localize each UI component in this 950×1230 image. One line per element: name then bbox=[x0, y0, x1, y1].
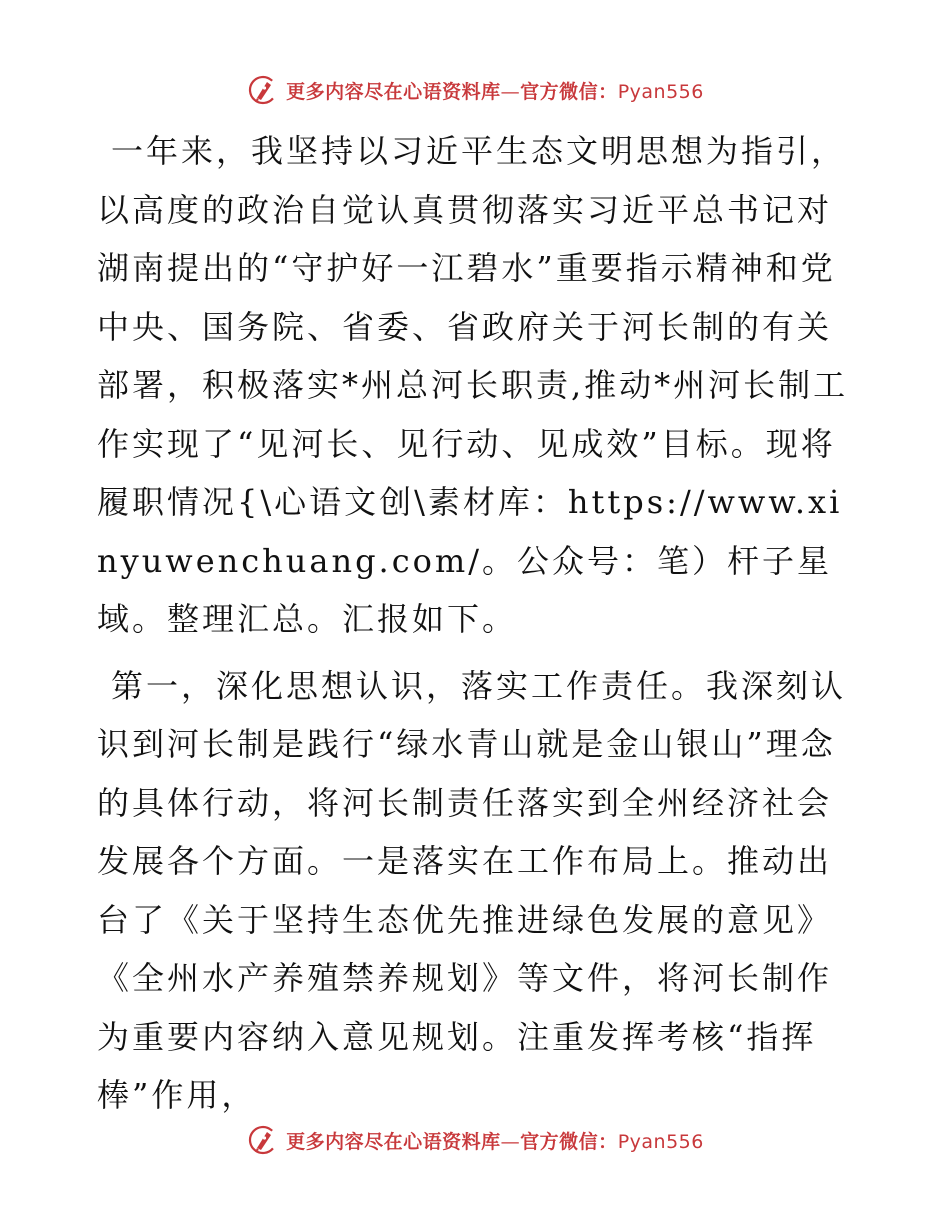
footer-text bbox=[286, 1127, 704, 1154]
header-separator: — bbox=[500, 80, 521, 103]
header-wechat-id: Pyan556 bbox=[617, 80, 704, 103]
footer-site-name: 更多内容尽在心语资料库 bbox=[286, 1130, 501, 1153]
footer-banner bbox=[246, 1123, 704, 1157]
header-banner bbox=[246, 73, 704, 107]
page-footer bbox=[0, 1120, 950, 1160]
pen-nib-logo-icon bbox=[246, 1123, 280, 1157]
header-text bbox=[286, 77, 704, 104]
pen-nib-logo-icon bbox=[246, 73, 280, 107]
document-body bbox=[97, 122, 857, 1125]
paragraph-intro: 一年来，我坚持以习近平生态文明思想为指引，以高度的政治自觉认真贯彻落实习近平总书记对湖南提出的“守护好一江碧水”重要指示精神和党中央、国务院、省委、省政府关于河长制的有关部署，积极落实*州总河长职责,推动*州河长制工作实现了“见河长、见行动、见成效”目标。现将履职情况{\心语文创\素材库：https://www.xinyuwenchuang.com/。公众号：笔）杆子星域。整理汇总。汇报如下。 bbox=[97, 132, 849, 638]
header-site-name: 更多内容尽在心语资料库 bbox=[286, 80, 501, 103]
footer-wechat-label: 官方微信： bbox=[520, 1130, 618, 1153]
paragraph-first-point: 第一，深化思想认识，落实工作责任。我深刻认识到河长制是践行“绿水青山就是金山银山”理念的具体行动，将河长制责任落实到全州经济社会发展各个方面。一是落实在工作布局上。推动出台了《关于坚持生态优先推进绿色发展的意见》《全州水产养殖禁养规划》等文件，将河长制作为重要内容纳入意见规划。注重发挥考核“指挥棒”作用， bbox=[97, 666, 847, 1114]
footer-wechat-id: Pyan556 bbox=[617, 1130, 704, 1153]
footer-separator: — bbox=[500, 1130, 521, 1153]
header-wechat-label: 官方微信： bbox=[520, 80, 618, 103]
page-header bbox=[0, 70, 950, 110]
